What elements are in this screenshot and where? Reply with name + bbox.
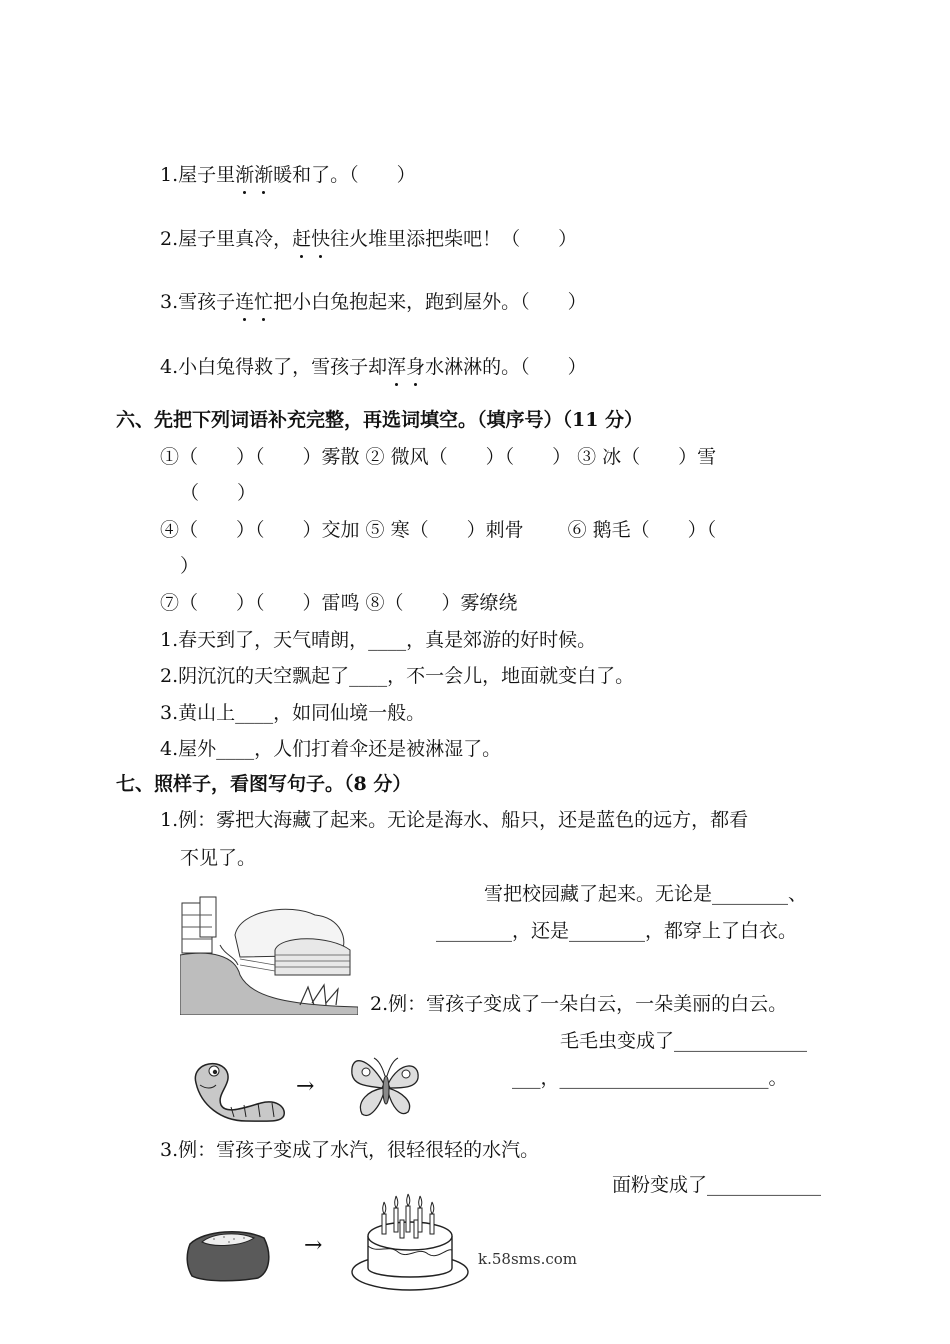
s5-item-3: [160, 290, 587, 314]
s5-item-1-post: 暖和了。（ ）: [273, 164, 416, 186]
s7-ex3: 3.例：雪孩子变成了水汽，很轻很轻的水汽。: [160, 1139, 540, 1161]
s6-sentence-4: 4.屋外____，人们打着伞还是被淋湿了。: [160, 738, 502, 760]
section7-title: 七、照样子，看图写句子。（8 分）: [116, 773, 412, 795]
arrow-3: →: [304, 1233, 323, 1258]
s5-item-2: [160, 227, 577, 251]
s6-row2b: ）: [180, 555, 200, 577]
caterpillar-illustration: [186, 1055, 290, 1125]
s7-ans2-line2: ___，______________________。: [512, 1067, 788, 1089]
section6-title: 六、先把下列词语补充完整，再选词填空。（填序号）（11 分）: [116, 409, 644, 431]
s5-item-3-pre: 3.雪孩子: [160, 291, 236, 313]
s7-ans1-line1: 雪把校园藏了起来。无论是________、: [484, 883, 808, 905]
s6-row3: ⑦（ ）（ ）雷鸣 ⑧（ ）雾缭绕: [160, 592, 518, 614]
s6-row2: ④（ ）（ ）交加 ⑤ 寒（ ）刺骨 ⑥ 鹅毛（ ）（: [160, 519, 717, 541]
s7-ex1-line2: 不见了。: [180, 847, 257, 869]
s5-item-2-pre: 2.屋子里真冷，: [160, 228, 293, 250]
s5-item-4: [160, 355, 587, 379]
s5-item-2-dotted: 赶快: [292, 228, 331, 250]
s7-ans1-line2: ________，还是________，都穿上了白衣。: [436, 920, 798, 942]
s6-sentence-2: 2.阴沉沉的天空飘起了____，不一会儿，地面就变白了。: [160, 665, 635, 687]
s6-row1: ①（ ）（ ）雾散 ② 微风（ ）（ ） ③ 冰（ ）雪: [160, 446, 717, 468]
s5-item-4-pre: 4.小白兔得救了，雪孩子却: [160, 356, 388, 378]
s7-ans2-line1: 毛毛虫变成了______________: [560, 1030, 808, 1052]
s7-ex2: 2.例：雪孩子变成了一朵白云，一朵美丽的白云。: [370, 993, 788, 1015]
snowy-campus-illustration: [180, 895, 358, 1015]
flour-bag-illustration: [184, 1224, 274, 1282]
s5-item-3-dotted: 连忙: [235, 291, 274, 313]
s5-item-2-post: 往火堆里添把柴吧！（ ）: [330, 228, 578, 250]
s7-ex1-line1: 1.例：雾把大海藏了起来。无论是海水、船只，还是蓝色的远方，都看: [160, 809, 749, 831]
s5-item-4-post: 水淋淋的。（ ）: [425, 356, 587, 378]
s6-row1b: （ ）: [180, 482, 257, 504]
birthday-cake-illustration: [348, 1190, 472, 1294]
s5-item-4-dotted: 浑身: [387, 356, 426, 378]
s6-sentence-3: 3.黄山上____，如同仙境一般。: [160, 702, 426, 724]
s5-item-3-post: 把小白兔抱起来，跑到屋外。（ ）: [273, 291, 587, 313]
s7-ans3-line1: 面粉变成了____________: [612, 1174, 822, 1196]
watermark: k.58sms.com: [478, 1250, 577, 1268]
arrow-2: →: [296, 1074, 315, 1099]
s6-sentence-1: 1.春天到了，天气晴朗，____，真是郊游的好时候。: [160, 629, 597, 651]
s5-item-1-pre: 1.屋子里: [160, 164, 236, 186]
butterfly-illustration: [348, 1046, 424, 1122]
s5-item-1-dotted: 渐渐: [235, 164, 274, 186]
s5-item-1: [160, 163, 416, 187]
